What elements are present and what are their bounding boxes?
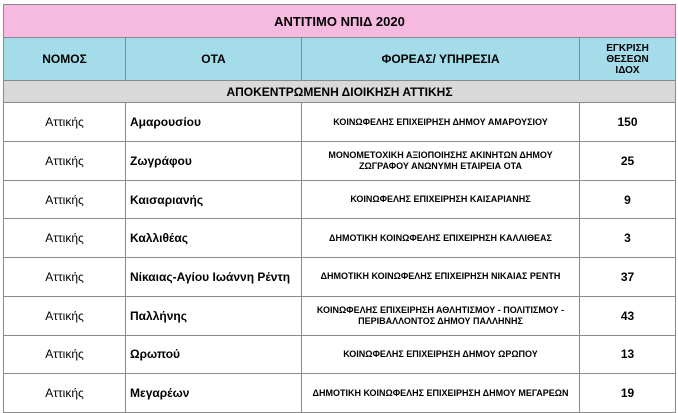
cell-body: ΔΗΜΟΤΙΚΗ ΚΟΙΝΩΦΕΛΗΣ ΕΠΙΧΕΙΡΗΣΗ ΚΑΛΛΙΘΕΑΣ (302, 219, 580, 258)
cell-region: Αττικής (4, 142, 126, 181)
header-approval-line2: ΘΕΣΕΩΝ (606, 53, 649, 65)
section-row (4, 81, 676, 103)
cell-body: ΚΟΙΝΩΦΕΛΗΣ ΕΠΙΧΕΙΡΗΣΗ ΔΗΜΟΥ ΑΜΑΡΟΥΣΙΟΥ (302, 103, 580, 142)
cell-ota: Καισαριανής (126, 180, 302, 219)
table-row (4, 335, 676, 374)
cell-region: Αττικής (4, 103, 126, 142)
cell-ota: Ζωγράφου (126, 142, 302, 181)
cell-ota: Παλλήνης (126, 296, 302, 335)
cell-count: 9 (580, 180, 676, 219)
cell-region: Αττικής (4, 219, 126, 258)
cell-ota: Ωρωπού (126, 335, 302, 374)
header-approval (580, 38, 676, 81)
cell-count: 25 (580, 142, 676, 181)
cell-count: 3 (580, 219, 676, 258)
cell-region: Αττικής (4, 180, 126, 219)
cell-region: Αττικής (4, 296, 126, 335)
header-ota: ΟΤΑ (126, 38, 302, 81)
cell-region: Αττικής (4, 374, 126, 413)
cell-body: ΔΗΜΟΤΙΚΗ ΚΟΙΝΩΦΕΛΗΣ ΕΠΙΧΕΙΡΗΣΗ ΝΙΚΑΙΑΣ ΡΕΝΤΗ (302, 258, 580, 297)
table-row (4, 258, 676, 297)
cell-ota: Αμαρουσίου (126, 103, 302, 142)
cell-region: Αττικής (4, 258, 126, 297)
header-approval-line3: ΙΔΟΧ (615, 64, 640, 76)
cell-ota: Καλλιθέας (126, 219, 302, 258)
cell-body: ΔΗΜΟΤΙΚΗ ΚΟΙΝΩΦΕΛΗΣ ΕΠΙΧΕΙΡΗΣΗ ΔΗΜΟΥ ΜΕΓΑΡΕΩΝ (302, 374, 580, 413)
table-row (4, 103, 676, 142)
table-header-row (4, 38, 676, 81)
header-approval-line1: ΕΓΚΡΙΣΗ (606, 42, 649, 54)
cell-count: 37 (580, 258, 676, 297)
table-row (4, 142, 676, 181)
section-title: ΑΠΟΚΕΝΤΡΩΜΕΝΗ ΔΙΟΙΚΗΣΗ ΑΤΤΙΚΗΣ (4, 81, 676, 103)
header-region: ΝΟΜΟΣ (4, 38, 126, 81)
table-row (4, 219, 676, 258)
table-row (4, 374, 676, 413)
cell-body: ΚΟΙΝΩΦΕΛΗΣ ΕΠΙΧΕΙΡΗΣΗ ΚΑΙΣΑΡΙΑΝΗΣ (302, 180, 580, 219)
cell-ota: Μεγαρέων (126, 374, 302, 413)
cell-region: Αττικής (4, 335, 126, 374)
cell-body: ΜΟΝΟΜΕΤΟΧΙΚΗ ΑΞΙΟΠΟΙΗΣΗΣ ΑΚΙΝΗΤΩΝ ΔΗΜΟΥ ΖΩΓΡΑΦΟΥ ΑΝΩΝΥΜΗ ΕΤΑΙΡΕΙΑ ΟΤΑ (302, 142, 580, 181)
table-row (4, 296, 676, 335)
header-body: ΦΟΡΕΑΣ/ ΥΠΗΡΕΣΙΑ (302, 38, 580, 81)
table-row (4, 180, 676, 219)
cell-count: 13 (580, 335, 676, 374)
cell-body: ΚΟΙΝΩΦΕΛΗΣ ΕΠΙΧΕΙΡΗΣΗ ΑΘΛΗΤΙΣΜΟΥ - ΠΟΛΙΤΙΣΜΟΥ - ΠΕΡΙΒΑΛΛΟΝΤΟΣ ΔΗΜΟΥ ΠΑΛΛΗΝΗΣ (302, 296, 580, 335)
cell-body: ΚΟΙΝΩΦΕΛΗΣ ΕΠΙΧΕΙΡΗΣΗ ΔΗΜΟΥ ΩΡΩΠΟΥ (302, 335, 580, 374)
table-title: ΑΝΤΙΤΙΜΟ ΝΠΙΔ 2020 (4, 5, 676, 38)
positions-table (3, 4, 676, 413)
cell-ota: Νίκαιας-Αγίου Ιωάννη Ρέντη (126, 258, 302, 297)
cell-count: 19 (580, 374, 676, 413)
cell-count: 150 (580, 103, 676, 142)
cell-count: 43 (580, 296, 676, 335)
table-title-row (4, 5, 676, 38)
